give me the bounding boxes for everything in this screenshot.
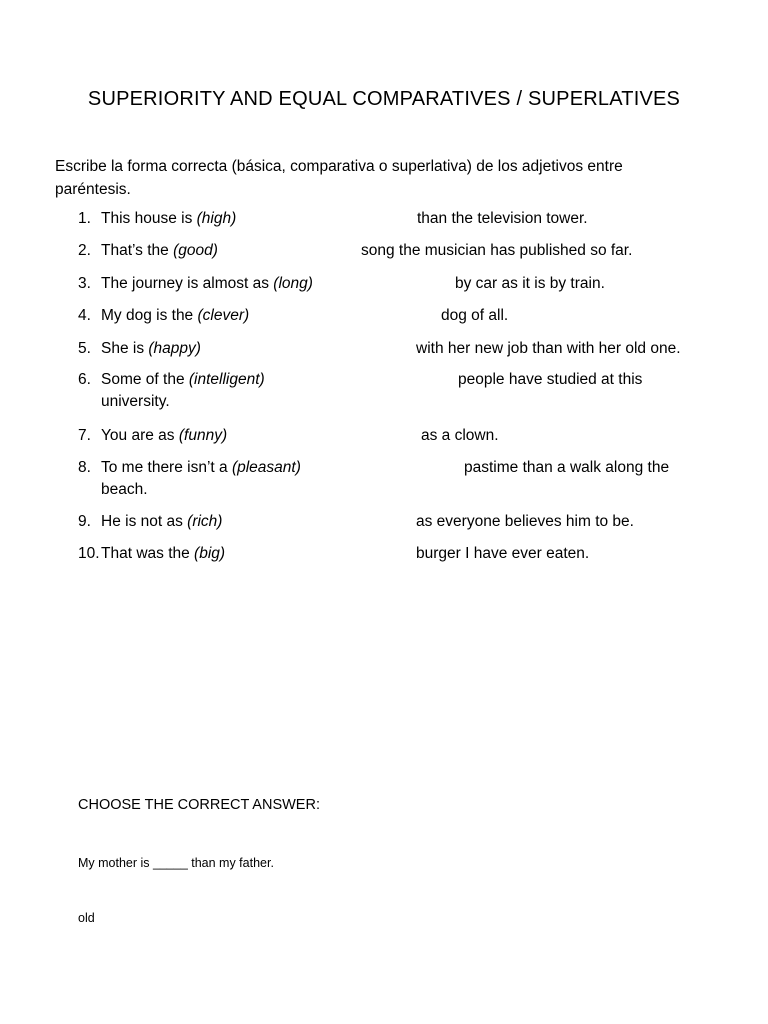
exercise-prompt: You are as (funny): [101, 427, 228, 444]
exercise-ending: song the musician has published so far.: [361, 242, 633, 259]
adjective-hint: (funny): [178, 427, 228, 444]
exercise-prompt: My dog is the (clever): [101, 307, 250, 324]
question-text: My mother is _____ than my father.: [78, 856, 274, 870]
exercise-number: 9.: [78, 513, 91, 530]
exercise-prompt: He is not as (rich): [101, 513, 223, 530]
exercise-ending: people have studied at this: [458, 371, 643, 388]
adjective-hint: (rich): [187, 513, 223, 530]
exercise-number: 1.: [78, 210, 91, 227]
exercise-ending: with her new job than with her old one.: [416, 340, 681, 357]
adjective-hint: (happy): [148, 340, 201, 357]
exercise-number: 7.: [78, 427, 91, 444]
exercise-number: 10.: [78, 545, 100, 562]
exercise-number: 2.: [78, 242, 91, 259]
adjective-hint: (pleasant): [231, 459, 301, 476]
adjective-hint: (good): [173, 242, 218, 259]
page-title: SUPERIORITY AND EQUAL COMPARATIVES / SUPERLATIVES: [87, 88, 681, 110]
exercise-prompt: Some of the (intelligent): [101, 371, 265, 388]
adjective-hint: (clever): [197, 307, 250, 324]
exercise-continuation: beach.: [101, 481, 148, 498]
exercise-prompt: This house is (high): [101, 210, 237, 227]
exercise-number: 3.: [78, 275, 91, 292]
section-heading: CHOOSE THE CORRECT ANSWER:: [78, 797, 320, 813]
exercise-prompt: That was the (big): [101, 545, 226, 562]
adjective-hint: (big): [194, 545, 226, 562]
exercise-ending: than the television tower.: [417, 210, 588, 227]
exercise-number: 4.: [78, 307, 91, 324]
exercise-ending: dog of all.: [441, 307, 509, 324]
answer-option: old: [78, 911, 95, 925]
exercise-ending: pastime than a walk along the: [464, 459, 670, 476]
exercise-ending: as a clown.: [421, 427, 499, 444]
exercise-number: 8.: [78, 459, 91, 476]
exercise-number: 5.: [78, 340, 91, 357]
exercise-number: 6.: [78, 371, 91, 388]
exercise-ending: as everyone believes him to be.: [416, 513, 634, 530]
exercise-prompt: She is (happy): [101, 340, 201, 357]
exercise-prompt: That’s the (good): [101, 242, 218, 259]
adjective-hint: (high): [196, 210, 237, 227]
adjective-hint: (intelligent): [188, 371, 265, 388]
exercise-ending: by car as it is by train.: [455, 275, 605, 292]
exercise-continuation: university.: [101, 393, 170, 410]
exercise-prompt: The journey is almost as (long): [101, 275, 313, 292]
instructions-text: Escribe la forma correcta (básica, comparativa o superlativa) de los adjetivos entre paréntesis.: [55, 158, 623, 198]
exercise-ending: burger I have ever eaten.: [416, 545, 590, 562]
adjective-hint: (long): [273, 275, 313, 292]
exercise-prompt: To me there isn’t a (pleasant): [101, 459, 301, 476]
